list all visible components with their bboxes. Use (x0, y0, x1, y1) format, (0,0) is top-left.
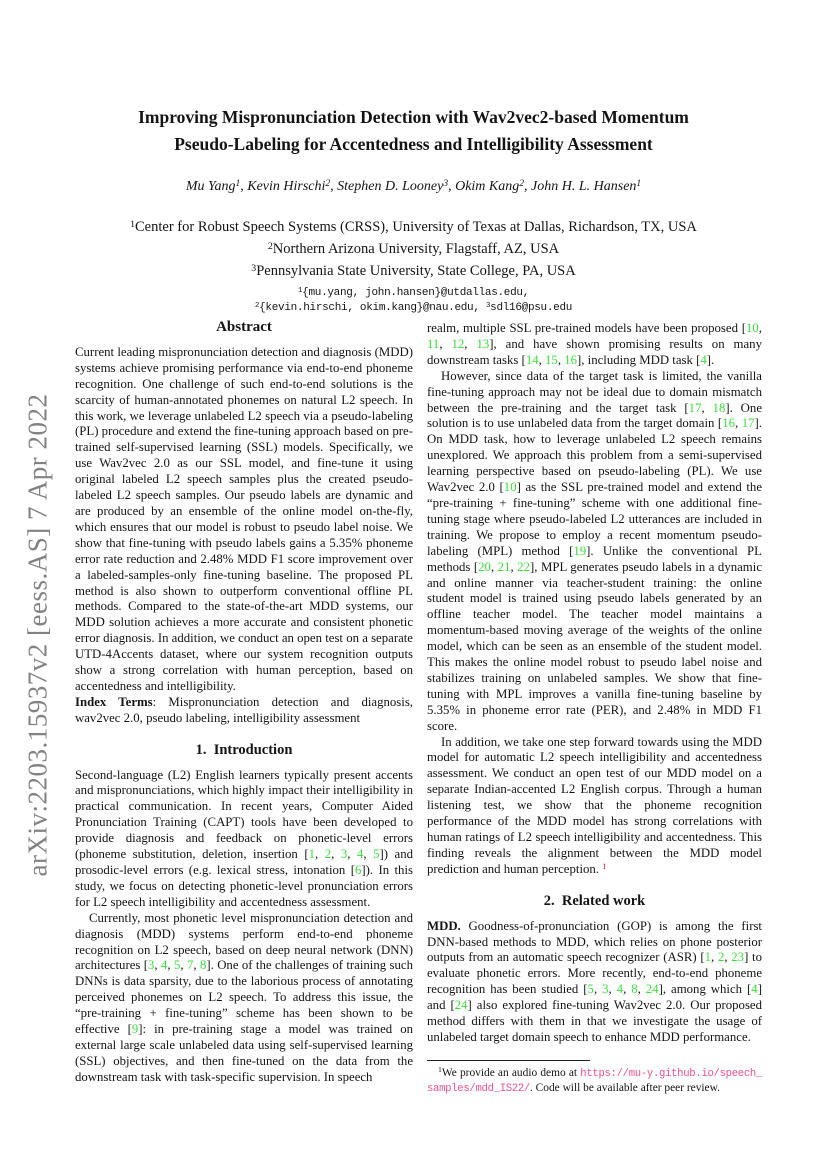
citation-link[interactable]: 1 (308, 847, 316, 862)
authors-line: Mu Yang$^1$, Kevin Hirschi$^2$, Stephen D. Looney$^3$, Okim Kang$^2$, John H. L. Hansen$^1$ (185, 178, 642, 194)
intro-paragraph-4: In addition, we take one step forward towards using the MDD model for automatic L2 speech intelligibility and accentedness assessment. We conduct an open test of our MDD model on a separate Indian-accented L2 English corpus. Through a human listening test, we show that the phoneme recognition performance of the MDD model has strong correlations with human ratings of L2 speech intelligibility and accentedness. This finding reveals the alignment between the MDD model prediction and human perception. $^1$ (427, 734, 762, 876)
citation-link[interactable]: 12 (451, 336, 465, 351)
email-line-1: $^1${mu.yang, john.hansen}@utdallas.edu, (297, 286, 530, 299)
citation-link[interactable]: 21 (497, 559, 511, 574)
related-work-paragraph: MDD. Goodness-of-pronunciation (GOP) is among the first DNN-based methods to MDD, which relies on phone posterior outputs from an automatic speech recognizer (ASR) [1, 2, 23] to evaluate phonetic errors. More recently, end-to-end phoneme recognition has been studied [5, 3, 4, 8, 24], among which [4] and [24] also explored fine-tuning Wav2vec 2.0. Our proposed method differs with them in that we investigate the usage of unlabeled target domain speech to enhance MDD performance. (427, 918, 763, 1044)
citation-link[interactable]: 14 (525, 352, 539, 367)
citation-link[interactable]: 3 (148, 958, 155, 973)
affiliation-line-1: $^1$Center for Robust Speech Systems (CRSS), University of Texas at Dallas, Richardson, TX, USA (130, 218, 697, 235)
url-link[interactable]: https://mu-y.github.io/speech_samples/mdd_IS22/ (427, 1067, 762, 1096)
title-line-2: Pseudo-Labeling for Accentedness and Intelligibility Assessment (174, 134, 653, 154)
citation-link[interactable]: 4 (356, 847, 364, 862)
citation-link[interactable]: 3 (340, 847, 348, 862)
affiliations-block (55, 216, 772, 282)
citation-link[interactable]: 19 (573, 543, 587, 558)
citation-link[interactable]: 4 (616, 982, 624, 997)
citation-link[interactable]: 13 (476, 336, 490, 351)
citation-link[interactable]: 4 (700, 352, 707, 367)
footnote-text: $^1$We provide an audio demo at https://mu-y.github.io/speech_samples/mdd_IS22/. Code will be available after peer review. (427, 1065, 762, 1096)
citation-link[interactable]: 22 (517, 559, 530, 574)
citation-link[interactable]: 1 (704, 950, 712, 965)
affiliation-line-2: $^2$Northern Arizona University, Flagstaff, AZ, USA (267, 240, 560, 257)
arxiv-watermark-text: arXiv:2203.15937v2 [eess.AS] 7 Apr 2022 (22, 393, 53, 877)
citation-link[interactable]: 17 (741, 416, 755, 431)
affiliation-line-3: $^3$Pennsylvania State University, State College, PA, USA (251, 262, 576, 279)
right-column (427, 318, 762, 1097)
intro-paragraph-2: Currently, most phonetic level mispronunciation detection and diagnosis (MDD) systems perform end-to-end phoneme recognition on L2 speech, based on deep neural network (DNN) architectures [3, 4, 5, 7, 8]. One of the challenges of training such DNNs is data sparsity, due to the laborious process of annotating perceived phonemes on L2 speech. To address this issue, the “pre-training + fine-tuning” scheme has been shown to be effective [9]: in pre-training stage a model was trained on external large scale unlabeled data using self-supervised learning (SSL) objectives, and then fine-tuned on the data from the downstream task with task-specific supervision. In speech (75, 910, 413, 1084)
section-2-heading: 2. Related work (543, 892, 646, 909)
citation-link[interactable]: 4 (161, 958, 168, 973)
citation-link[interactable]: 9 (131, 1022, 139, 1037)
email-line-2: $^2${kevin.hirschi, okim.kang}@nau.edu, $^3$sdl16@psu.edu (254, 301, 573, 314)
citation-link[interactable]: 2 (717, 950, 725, 965)
arxiv-watermark (23, 394, 54, 877)
citation-link[interactable]: 2 (324, 847, 332, 862)
citation-link[interactable]: 5 (373, 847, 380, 862)
footnote (427, 1060, 762, 1097)
index-terms: Index Terms: Mispronunciation detection and diagnosis, wav2vec 2.0, pseudo labeling, intelligibility assessment (75, 694, 414, 725)
citation-link[interactable]: 8 (199, 958, 207, 973)
citation-link[interactable]: 23 (731, 950, 745, 965)
citation-link[interactable]: 15 (545, 352, 558, 367)
citation-link[interactable]: 16 (564, 352, 578, 367)
footnote-marker-link[interactable]: 1 (602, 860, 607, 871)
emails-block (55, 286, 772, 316)
citation-link[interactable]: 16 (722, 416, 735, 431)
paper-header (55, 104, 772, 316)
citation-link[interactable]: 4 (751, 982, 758, 997)
abstract-heading: Abstract (216, 319, 272, 335)
title-line-1: Improving Mispronunciation Detection with Wav2vec2-based Momentum (138, 107, 689, 127)
citation-link[interactable]: 8 (631, 982, 638, 997)
citation-link[interactable]: 18 (712, 400, 726, 415)
citation-link[interactable]: 24 (645, 982, 659, 997)
intro-paragraph-3: However, since data of the target task is limited, the vanilla fine-tuning approach may not be ideal due to domain mismatch between the pre-training and the target task [17, 18]. One solution is to use unlabeled data from the target domain [16, 17]. On MDD task, how to leverage unlabeled L2 speech remains unexplored. We approach this problem from a semi-supervised learning perspective based on pseudo-labeling (PL). We use Wav2vec 2.0 [10] as the SSL pre-trained model and extend the “pre-training + fine-tuning” scheme with one additional fine-tuning stage where pseudo-labeled L2 utterances are included in training. We propose to employ a recent momentum pseudo-labeling (MPL) method [19]. Unlike the conventional PL methods [20, 21, 22], MPL generates pseudo labels in a dynamic and online manner via teacher-student training: the online student model is trained using pseudo labels generated by an offline teacher model. The teacher model maintains a momentum-based moving average of the weights of the online model, which can be seen as an ensemble of the student model. This makes the online model robust to pseudo label noise and stabilizes training on unlabeled samples. We show that fine-tuning with MPL improves a vanilla fine-tuning baseline by 5.35% in phoneme error rate (PER), and 2.48% in MDD F1 score. (427, 368, 763, 733)
citation-link[interactable]: 17 (688, 400, 702, 415)
footnote-rule (427, 1060, 590, 1061)
intro-paragraph-1: Second-language (L2) English learners typically present accents and mispronunciations, which highly impact their intelligibility in practical communication. In recent years, Computer Aided Pronunciation Training (CAPT) tools have been developed to provide diagnosis and feedback on phonetic-level errors (phoneme substitution, deletion, insertion [1, 2, 3, 4, 5]) and prosodic-level errors (e.g. lexical stress, intonation [6]). In this study, we focus on detecting phonetic-level pronunciation errors for L2 speech intelligibility and accentedness assessment. (75, 767, 414, 909)
paper-title (55, 104, 772, 158)
citation-link[interactable]: 5 (587, 982, 594, 997)
abstract-paragraph: Current leading mispronunciation detection and diagnosis (MDD) systems achieve promising performance via end-to-end phoneme recognition. One challenge of such end-to-end solutions is the scarcity of human-annotated phonemes on natural L2 speech. In this work, we leverage unlabeled L2 speech via a pseudo-labeling (PL) procedure and extend the fine-tuning approach based on pre-trained self-supervised learning (SSL) models. Specifically, we use Wav2vec 2.0 as our SSL model, and fine-tune it using original labeled L2 speech samples plus the created pseudo-labeled L2 speech samples. Our pseudo labels are dynamic and are produced by an ensemble of the online model on-the-fly, which ensures that our model is robust to pseudo label noise. We show that fine-tuning with pseudo labels gains a 5.35% phoneme error rate reduction and 2.48% MDD F1 score improvement over a labeled-samples-only fine-tuning baseline. The proposed PL method is also shown to outperform conventional offline PL methods. Compared to the state-of-the-art MDD systems, our MDD solution achieves a more accurate and consistent phonetic error diagnosis. In addition, we conduct an open test on a separate UTD-4Accents dataset, where our system recognition outputs show a strong correlation with human perception, based on accentedness and intelligibility. (75, 344, 413, 693)
citation-link[interactable]: 11 (427, 336, 440, 351)
section-1-heading: 1. Introduction (195, 741, 293, 758)
citation-link[interactable]: 20 (478, 559, 491, 574)
left-column (75, 318, 413, 1086)
intro-paragraph-2-continued: realm, multiple SSL pre-trained models have been proposed [10, 11, 12, 13], and have shown promising results on many downstream tasks [14, 15, 16], including MDD task [4]. (427, 321, 762, 367)
citation-link[interactable]: 24 (454, 998, 468, 1013)
citation-link[interactable]: 6 (354, 863, 362, 877)
citation-link[interactable]: 5 (173, 958, 181, 973)
citation-link[interactable]: 3 (602, 982, 609, 997)
citation-link[interactable]: 10 (746, 321, 759, 335)
citation-link[interactable]: 7 (186, 958, 194, 973)
citation-link[interactable]: 10 (503, 480, 517, 495)
